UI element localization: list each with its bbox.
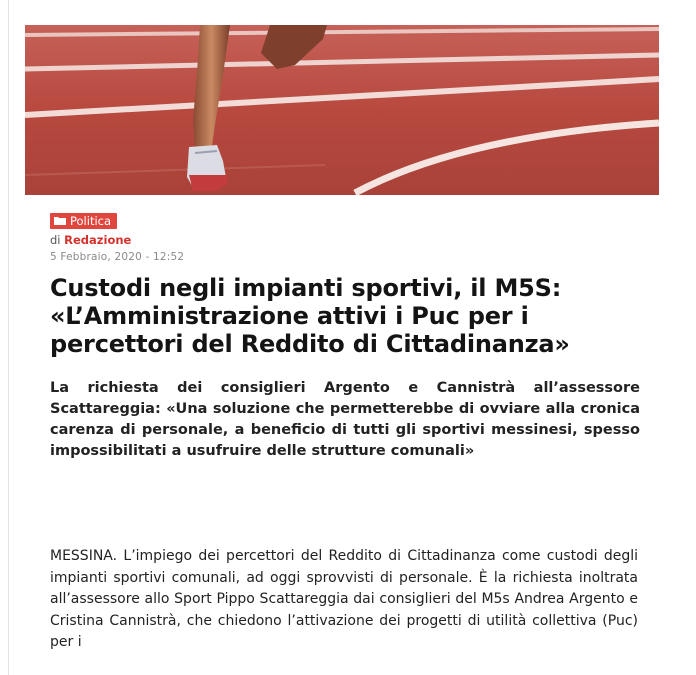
article-subtitle: La richiesta dei consiglieri Argento e Cannistrà all’assessore Scattareggia: «Una soluzione che permetterebbe di ovviare alla cronica carenza di personale, a beneficio di tutti gli sportivi messinesi, spesso impossibilitati a usufruire delle strutture comunali» [50, 380, 640, 459]
publish-date: 5 Febbraio, 2020 - 12:52 [50, 251, 185, 263]
author-link[interactable]: Redazione [64, 233, 132, 247]
article-meta [50, 210, 184, 264]
category-label: Politica [70, 213, 112, 228]
running-track-photo [25, 25, 659, 195]
byline-prefix: di [50, 233, 61, 247]
image-caption-strip [33, 195, 659, 203]
page-left-border [8, 0, 9, 675]
article-body: MESSINA. L’impiego dei percettori del Reddito di Cittadinanza come custodi degli impianti sportivi comunali, ad oggi sprovvisti di personale. È la richiesta inoltrata all’assessore allo Sport Pippo Scattareggia dai consiglieri del M5s Andrea Argento e Cristina Cannistrà, che chiedono l’attivazione dei progetti di utilità collettiva (Puc) per i [50, 548, 638, 650]
hero-image [25, 25, 659, 195]
byline [50, 233, 184, 247]
folder-icon [54, 216, 66, 225]
article-title: Custodi negli impianti sportivi, il M5S: «L’Amministrazione attivi i Puc per i percettori del Reddito di Cittadinanza» [50, 274, 570, 358]
category-badge[interactable] [50, 213, 117, 229]
